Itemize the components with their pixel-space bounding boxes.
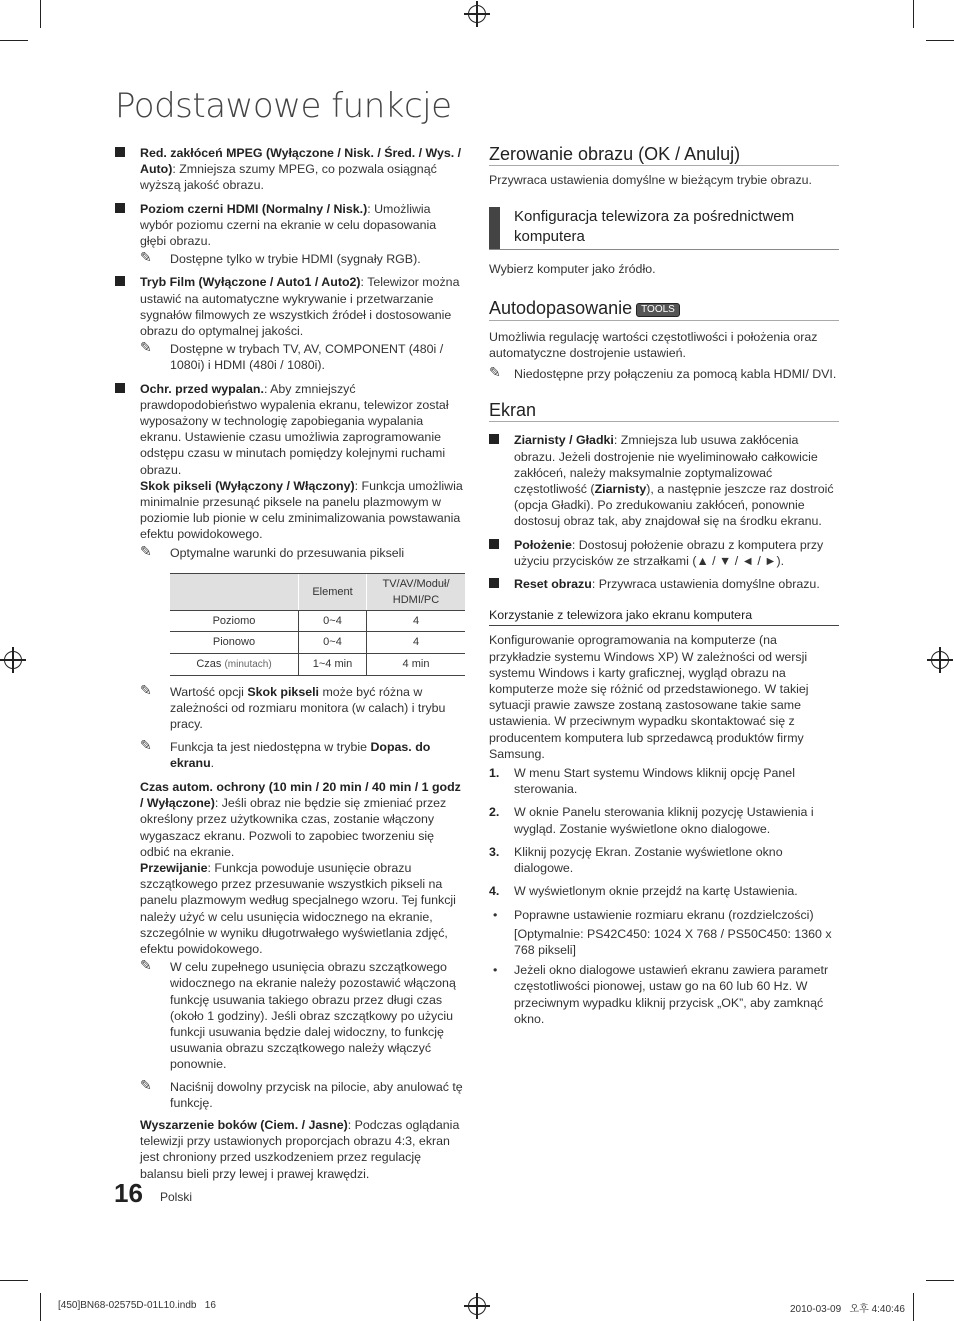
option-description: ), a następnie jeszcze raz dostroić (opcja Gładki). Po zredukowaniu zakłóceń, ponownie dostosuj obraz tak, aby znajdował się na środku ekranu. (514, 482, 834, 529)
note-text: . (210, 755, 215, 770)
option-name: Skok pikseli (Wyłączony / Włączony) (140, 478, 355, 493)
crop-mark (0, 40, 28, 41)
note-pencil-icon: ✎ (140, 542, 152, 559)
table-cell (170, 653, 299, 675)
section-heading-reset: Zerowanie obrazu (OK / Anuluj) (489, 146, 839, 166)
tools-badge-icon: TOOLS (636, 303, 680, 317)
screen-options-list (489, 432, 839, 592)
note (140, 1076, 465, 1111)
table-cell: 4 min (367, 653, 466, 675)
note (140, 542, 465, 561)
list-item (489, 432, 839, 529)
bullet-dot-icon: • (493, 907, 498, 922)
table-cell: 4 (367, 632, 466, 653)
note (140, 959, 465, 1072)
note (140, 681, 465, 733)
bullet-square-icon (489, 434, 499, 444)
note (140, 341, 465, 373)
subsection-heading-pc (489, 207, 839, 250)
note-text: Funkcja ta jest niedostępna w trybie (170, 739, 371, 754)
note-pencil-icon: ✎ (140, 736, 152, 753)
registration-mark-icon (468, 1297, 486, 1315)
option-name: Położenie (514, 537, 572, 552)
table-cell: 1~4 min (299, 653, 367, 675)
dot-text: [Optymalnie: PS42C450: 1024 X 768 / PS50C450: 1360 x 768 pikseli] (514, 926, 832, 957)
option-description: : Jeśli obraz nie będzie się zmieniać przez określony przez użytkownika czas, zostanie włączony wygaszacz ekranu. Pozwoli to zapobiec tworzeniu się odbić na ekranie. (140, 796, 447, 859)
page-title: Podstawowe funkcje (115, 86, 452, 126)
step-item (489, 844, 839, 876)
right-column (489, 146, 839, 1031)
option-description: : Podczas oglądania telewizji przy ustawionych proporcjach obrazu 4:3, ekran jest chroniony przed uszkodzeniem przez regulację balansu bieli przy lewej i prawej krawędzi. (140, 1117, 460, 1181)
option-name: Red. zakłóceń MPEG (Wyłączone / Nisk. / Śred. / Wys. / Auto) (140, 146, 462, 177)
option-description: : Aby zmniejszyć prawdopodobieństwo wypalenia ekranu, telewizor został wyposażony w technologię zapobiegania wypalania ekranu. Ustawienie czasu umożliwia zaprogramowanie odstępu czasu w minutach pomiędzy kolejnymi ruchami obrazu. (140, 381, 449, 477)
table-row (170, 611, 465, 632)
step-number: 3. (489, 844, 500, 859)
table-cell: 0~4 (299, 632, 367, 653)
bullet-square-icon (489, 578, 499, 588)
bullet-square-icon (489, 539, 499, 549)
note-text: W celu zupełnego usunięcia obrazu szczątkowego widocznego na ekranie należy pozostawić włączoną funkcję usuwania takiego obrazu przez długi czas (około 1 godziny). Jeśli obraz szczątkowy po użyciu funkcji usuwania będzie dalej widoczny, to funkcję usuwania obrazu szczątkowego należy włączyć ponownie. (170, 960, 456, 1072)
list-item (115, 145, 465, 194)
note (140, 736, 465, 771)
bullet-square-icon (115, 276, 125, 286)
option-description: : Umożliwia wybór poziomu czerni na ekranie w celu dopasowania głębi obrazu. (140, 201, 437, 249)
section-text: Konfigurowanie oprogramowania na komputerze (na przykładzie systemu Windows XP) W zależności od wersji systemu Windows i karty graficznej, wygląd obrazu na komputerze może się różnić od przedstawionego. W takiej sytuacji prawie zawsze zostaną zastosowane takie same ustawienia. W przeciwnym wypadku skontaktować się z producentem komputera lub sprzedawcą produktów firmy Samsung. (489, 633, 809, 761)
bullet-square-icon (115, 203, 125, 213)
section-text: Umożliwia regulację wartości częstotliwości i położenia oraz automatyczne dostrojenie ustawień. (489, 329, 818, 360)
note-text: Wartość opcji (170, 684, 248, 699)
note-pencil-icon: ✎ (140, 1076, 152, 1093)
table-header: TV/AV/Moduł/ HDMI/PC (367, 573, 466, 610)
list-item (489, 576, 839, 592)
bullet-square-icon (115, 383, 125, 393)
table-header: Element (299, 573, 367, 610)
option-description: : Zmniejsza lub usuwa zakłócenia obrazu. Jeżeli dostrojenie nie wyeliminowało całkowicie zakłóceń, należy maksymalnie zoptymalizować częstotliwość ( (514, 433, 818, 497)
note (140, 251, 465, 267)
page-language: Polski (160, 1190, 193, 1204)
bullet-dot-icon: • (493, 963, 498, 978)
step-text: W menu Start systemu Windows kliknij opcję Panel sterowania. (514, 766, 795, 797)
option-name: Ziarnisty / Gładki (514, 433, 614, 448)
step-number: 1. (489, 766, 500, 781)
crop-mark (913, 0, 914, 28)
option-name: Czas autom. ochrony (10 min / 20 min / 40 min / 1 godz / Wyłączone) (140, 779, 461, 811)
section-text: Przywraca ustawienia domyślne w bieżącym trybie obrazu. (489, 173, 812, 188)
section-heading-screen: Ekran (489, 402, 839, 422)
dot-item (489, 907, 839, 959)
note-text: Naciśnij dowolny przycisk na pilocie, aby anulować tę funkcję. (170, 1079, 463, 1110)
subheading-pc-monitor: Korzystanie z telewizora jako ekranu komputera (489, 607, 839, 626)
option-name: Ochr. przed wypalan. (140, 381, 264, 396)
heading-text: Autodopasowanie (489, 297, 633, 318)
step-item (489, 765, 839, 797)
option-name: Poziom czerni HDMI (Normalny / Nisk.) (140, 201, 368, 216)
option-description: : Dostosuj położenie obrazu z komputera przy użyciu przycisków ze strzałkami (▲ / ▼ / ◄ / ►). (514, 537, 824, 568)
table-row (170, 632, 465, 653)
step-text: Kliknij pozycję Ekran. Zostanie wyświetlone okno dialogowe. (514, 844, 783, 876)
footer-slug-left: [450]BN68-02575D-01L10.indb 16 (58, 1300, 216, 1311)
option-name: Wyszarzenie boków (Ciem. / Jasne) (140, 1117, 348, 1132)
option-description: : Funkcja powoduje usunięcie obrazu szczątkowego przez przesuwanie wszystkich pikseli na panelu plazmowym według specjalnego wzoru. Tej funkcji należy użyć w celu usunięcia widocznego na ekranie, szczególnie w wyniku długotrwałego wyświetlania zdjęć, efektu powidokowego. (140, 860, 456, 956)
note-text: Dostępne w trybach TV, AV, COMPONENT (480i / 1080i) i HDMI (480i / 1080i). (170, 342, 444, 373)
page-number: 16 (114, 1178, 143, 1208)
list-item (115, 381, 465, 1182)
dot-item (489, 962, 839, 1027)
table-cell: Poziomo (170, 611, 299, 632)
bullet-square-icon (115, 147, 125, 157)
section-text: Wybierz komputer jako źródło. (489, 262, 656, 277)
step-number: 2. (489, 805, 500, 820)
option-name: Dopas. do ekranu (170, 739, 431, 770)
pixel-shift-table (170, 573, 465, 676)
section-heading-autoadjust (489, 297, 839, 321)
note-pencil-icon: ✎ (140, 957, 152, 974)
step-item (489, 883, 839, 899)
note-text: Optymalne warunki do przesuwania pikseli (170, 545, 405, 560)
dot-text: Jeżeli okno dialogowe ustawień ekranu zawiera parametr częstotliwości pionowej, ustaw go na 60 lub 60 Hz. W przeciwnym wypadku kliknij przycisk „OK”, aby zamknąć okno. (514, 963, 829, 1026)
subsection-heading-text: Konfiguracja telewizora za pośrednictwem komputera (514, 208, 795, 246)
table-cell: 0~4 (299, 611, 367, 632)
crop-mark (913, 1293, 914, 1321)
footer-slug-right: 2010-03-09 오후 4:40:46 (790, 1304, 905, 1315)
list-item (115, 201, 465, 268)
registration-mark-icon (931, 651, 949, 669)
option-name: Tryb Film (Wyłączone / Auto1 / Auto2) (140, 275, 361, 290)
table-row (170, 653, 465, 675)
crop-mark (926, 1280, 954, 1281)
dot-text: Poprawne ustawienie rozmiaru ekranu (rozdzielczości) (514, 907, 814, 922)
note-pencil-icon: ✎ (140, 681, 152, 698)
note-pencil-icon: ✎ (140, 339, 152, 356)
step-text: W oknie Panelu sterowania kliknij pozycję Ustawienia i wygląd. Zostanie wyświetlone okno dialogowe. (514, 805, 814, 836)
option-description: : Funkcja umożliwia minimalnie przesunąć piksele na panelu plazmowym w poziomie lub pionie w celu zminimalizowania powstawania efektu powidokowego. (140, 478, 463, 542)
note-text: może być różna w zależności od rozmiaru monitora (w calach) i trybu pracy. (170, 684, 446, 732)
option-name: Ziarnisty (594, 482, 647, 497)
option-name: Reset obrazu (514, 577, 592, 592)
heading-bar (489, 207, 500, 249)
note-text: Niedostępne przy połączeniu za pomocą kabla HDMI/ DVI. (514, 367, 837, 382)
option-name: Przewijanie (140, 860, 208, 875)
note-text: Dostępne tylko w trybie HDMI (sygnały RGB). (170, 252, 421, 267)
registration-mark-icon (468, 5, 486, 23)
crop-mark (0, 1280, 28, 1281)
option-description: : Przywraca ustawienia domyślne obrazu. (591, 577, 820, 592)
step-item (489, 804, 839, 836)
table-cell-label: Czas (196, 657, 222, 670)
table-cell-unit: (minutach) (224, 658, 272, 670)
list-item (489, 537, 839, 569)
step-number: 4. (489, 884, 500, 899)
step-text: W wyświetlonym oknie przejdź na kartę Ustawienia. (514, 884, 798, 899)
crop-mark (40, 0, 41, 28)
option-name: Skok pikseli (247, 684, 319, 699)
crop-mark (926, 40, 954, 41)
note-pencil-icon: ✎ (489, 364, 501, 381)
left-column (115, 145, 465, 1189)
table-cell: Pionowo (170, 632, 299, 653)
crop-mark (40, 1293, 41, 1321)
list-item (115, 274, 465, 373)
option-description: : Zmniejsza szumy MPEG, co pozwala osiągnąć wyższą jakość obrazu. (140, 162, 437, 193)
table-cell: 4 (367, 611, 466, 632)
note-pencil-icon: ✎ (140, 249, 152, 266)
registration-mark-icon (4, 651, 22, 669)
option-description: : Telewizor można ustawić na automatyczne wykrywanie i przetwarzanie sygnałów filmowych ze wszystkich źródeł i dostosowanie obrazu do optymalnej jakości. (140, 275, 460, 339)
note (489, 366, 839, 382)
